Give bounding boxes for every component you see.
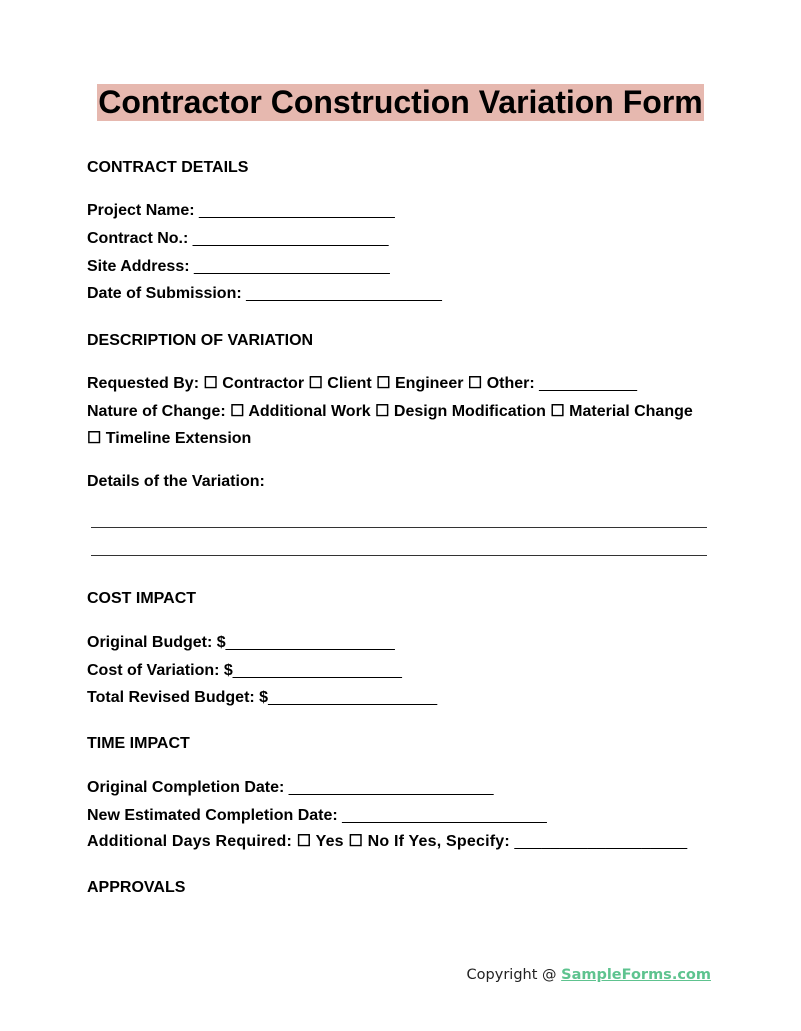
other-field[interactable]: ___________ — [539, 375, 638, 392]
nature-of-change-row — [87, 402, 693, 422]
time-impact-heading: TIME IMPACT — [87, 735, 190, 752]
requested-by-row — [87, 374, 637, 394]
original-budget-label: Original Budget: $ — [87, 634, 226, 651]
nature-of-change-label: Nature of Change: — [87, 403, 226, 420]
checkbox-engineer[interactable]: ☐ Engineer — [376, 375, 464, 392]
site-address-field[interactable]: ______________________ — [194, 258, 390, 275]
new-completion-date-row — [87, 806, 547, 826]
details-of-variation-label: Details of the Variation: — [87, 473, 265, 490]
checkbox-timeline-extension[interactable]: ☐ Timeline Extension — [87, 430, 252, 447]
checkbox-client[interactable]: ☐ Client — [308, 375, 372, 392]
cost-of-variation-label: Cost of Variation: $ — [87, 662, 233, 679]
checkbox-material-change[interactable]: ☐ Material Change — [550, 403, 693, 420]
original-completion-date-field[interactable]: _______________________ — [288, 779, 494, 796]
copyright-footer — [467, 965, 711, 985]
additional-days-label: Additional Days Required: — [87, 833, 293, 850]
contract-details-heading: CONTRACT DETAILS — [87, 159, 249, 176]
checkbox-design-modification[interactable]: ☐ Design Modification — [375, 403, 546, 420]
details-line-2[interactable] — [91, 555, 707, 556]
project-name-field[interactable]: ______________________ — [199, 202, 395, 219]
site-address-label: Site Address: — [87, 258, 190, 275]
date-of-submission-field[interactable]: ______________________ — [246, 285, 442, 302]
requested-by-label: Requested By: — [87, 375, 200, 392]
project-name-row — [87, 201, 395, 221]
checkbox-no[interactable]: ☐ No — [348, 833, 390, 850]
additional-days-row — [87, 832, 687, 852]
checkbox-additional-work[interactable]: ☐ Additional Work — [230, 403, 371, 420]
total-revised-budget-label: Total Revised Budget: $ — [87, 689, 269, 706]
new-completion-date-field[interactable]: _______________________ — [342, 807, 547, 824]
page-title: Contractor Construction Variation Form — [98, 84, 703, 120]
checkbox-yes[interactable]: ☐ Yes — [296, 833, 344, 850]
nature-of-change-row-2 — [87, 429, 251, 449]
cost-of-variation-field[interactable]: ___________________ — [232, 662, 402, 679]
specify-label: If Yes, Specify: — [394, 833, 510, 850]
sampleforms-link[interactable]: SampleForms.com — [561, 967, 711, 983]
contract-no-field[interactable]: ______________________ — [192, 230, 389, 247]
project-name-label: Project Name: — [87, 202, 195, 219]
contract-no-row — [87, 229, 389, 249]
original-budget-field[interactable]: ___________________ — [225, 634, 395, 651]
checkbox-other[interactable]: ☐ Other: — [467, 375, 535, 392]
total-revised-budget-field[interactable]: ___________________ — [268, 689, 438, 706]
total-revised-budget-row — [87, 688, 437, 708]
description-heading: DESCRIPTION OF VARIATION — [87, 332, 314, 349]
original-completion-date-row — [87, 778, 493, 798]
date-of-submission-row — [87, 284, 442, 304]
title-container — [0, 84, 801, 121]
cost-of-variation-row — [87, 661, 402, 681]
original-completion-date-label: Original Completion Date: — [87, 779, 285, 796]
specify-field[interactable]: ___________________ — [514, 833, 688, 850]
new-completion-date-label: New Estimated Completion Date: — [87, 807, 338, 824]
checkbox-contractor[interactable]: ☐ Contractor — [203, 375, 305, 392]
original-budget-row — [87, 633, 395, 653]
contract-no-label: Contract No.: — [87, 230, 189, 247]
approvals-heading: APPROVALS — [87, 879, 186, 896]
copyright-text: Copyright @ — [466, 967, 557, 983]
cost-impact-heading: COST IMPACT — [87, 590, 197, 607]
details-line-1[interactable] — [91, 527, 707, 528]
date-of-submission-label: Date of Submission: — [87, 285, 242, 302]
site-address-row — [87, 257, 390, 277]
